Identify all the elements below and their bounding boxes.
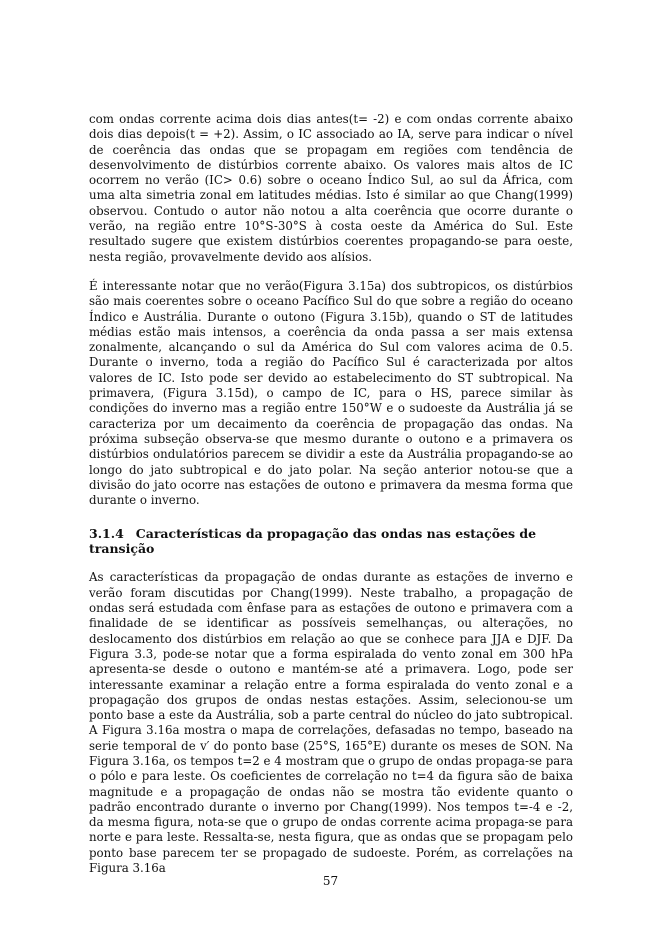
paragraph-3: As características da propagação de ondas durante as estações de inverno e verão foram discutidas por Chang(1999). Neste trabalho, a propagação de ondas será estudada com ênfase para as estações de outono e primavera com a finalidade de se identificar as possíveis semelhanças, ou alterações, no deslocamento dos distúrbios em relação ao que se conhece para JJA e DJF. Da Figura 3.3, pode-se notar que a forma espiralada do vento zonal em 300 hPa apresenta-se desde o outono e mantém-se até a primavera. Logo, pode ser interessante examinar a relação entre a forma espiralada do vento zonal e a propagação dos grupos de ondas nestas estações. Assim, selecionou-se um ponto base a este da Austrália, sob a parte central do núcleo do jato subtropical. A Figura 3.16a mostra o mapa de correlações, defasadas no tempo, baseado na serie temporal de v′ do ponto base (25°S, 165°E) durante os meses de SON. Na Figura 3.16a, os tempos t=2 e 4 mostram que o grupo de ondas propaga-se para o pólo e para leste. Os coeficientes de correlação no t=4 da figura são de baixa magnitude e a propagação de ondas não se mostra tão evidente quanto o padrão encontrado durante o inverno por Chang(1999). Nos tempos t=-4 e -2, da mesma figura, nota-se que o grupo de ondas corrente acima propaga-se para norte e para leste. Ressalta-se, nesta figura, que as ondas que se propagam pelo ponto base parecem ter se propagado de sudoeste. Porém, as correlações na Figura 3.16a — [89, 570, 573, 876]
paragraph-1: com ondas corrente acima dois dias antes(t= -2) e com ondas corrente abaixo dois dias depois(t = +2). Assim, o IC associado ao IA, serve para indicar o nível de coerência das ondas que se propagam em regiões com tendência de desenvolvimento de distúrbios corrente abaixo. Os valores mais altos de IC ocorrem no verão (IC> 0.6) sobre o oceano Índico Sul, ao sul da África, com uma alta simetria zonal em latitudes médias. Isto é similar ao que Chang(1999) observou. Contudo o autor não notou a alta coerência que ocorre durante o verão, na região entre 10°S-30°S à costa oeste da América do Sul. Este resultado sugere que existem distúrbios coerentes propagando-se para oeste, nesta região, provavelmente devido aos alísios. — [89, 112, 573, 264]
paragraph-2: É interessante notar que no verão(Figura 3.15a) dos subtropicos, os distúrbios são mais coerentes sobre o oceano Pacífico Sul do que sobre a região do oceano Índico e Austrália. Durante o outono (Figura 3.15b), quando o ST de latitudes médias estão mais intensos, a coerência da onda passa a ser mais extensa zonalmente, alcançando o sul da América do Sul com valores acima de 0.5. Durante o inverno, toda a região do Pacífico Sul é caracterizada por altos valores de IC. Isto pode ser devido ao estabelecimento do ST subtropical. Na primavera, (Figura 3.15d), o campo de IC, para o HS, parece similar às condições do inverno mas a região entre 150°W e o sudoeste da Austrália já se caracteriza por um decaimento da coerência de propagação das ondas. Na próxima subseção observa-se que mesmo durante o outono e a primavera os distúrbios ondulatórios parecem se dividir a este da Austrália propagando-se ao longo do jato subtropical e do jato polar. Na seção anterior notou-se que a divisão do jato ocorre nas estações de outono e primavera da mesma forma que durante o inverno. — [89, 278, 573, 508]
page-body — [89, 112, 573, 876]
section-title: Características da propagação das ondas nas estações de transição — [89, 526, 537, 557]
page-number: 57 — [322, 874, 339, 888]
section-heading — [89, 526, 573, 556]
section-number: 3.1.4 — [89, 526, 124, 542]
